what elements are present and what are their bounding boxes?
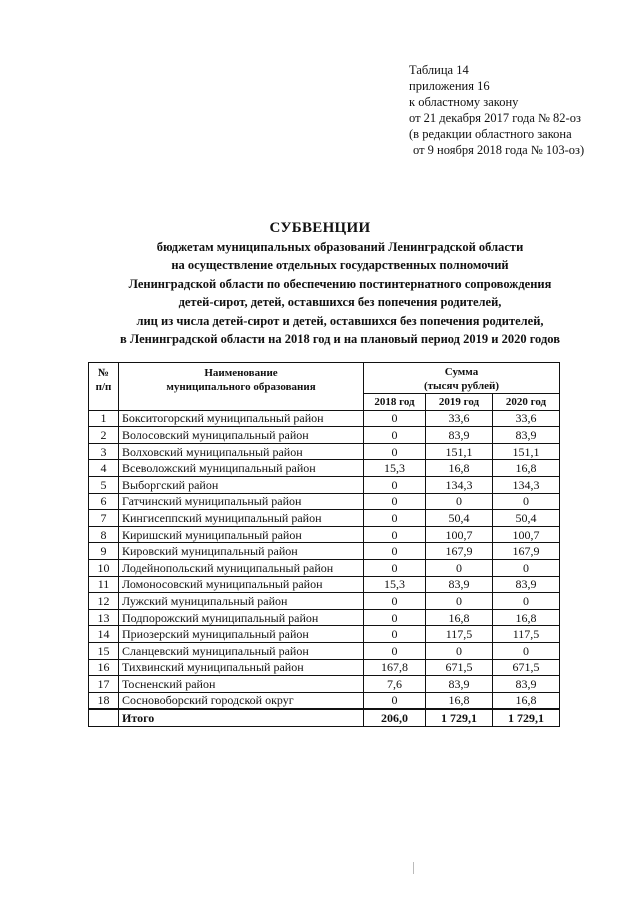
row-value-2020: 16,8 [493, 692, 560, 709]
table-row [89, 410, 560, 427]
row-municipality: Кировский муниципальный район [119, 543, 364, 560]
row-value-2020: 16,8 [493, 460, 560, 477]
subtitle-line: в Ленинградской области на 2018 год и на плановый период 2019 и 2020 годов [120, 332, 560, 347]
row-value-2018: 0 [364, 626, 426, 643]
row-value-2018: 0 [364, 559, 426, 576]
reference-law-date: от 21 декабря 2017 года № 82-оз [409, 111, 581, 125]
row-value-2018: 0 [364, 493, 426, 510]
table-row [89, 493, 560, 510]
header-year-2019: 2019 год [426, 394, 493, 411]
reference-appendix: приложения 16 [409, 79, 490, 93]
row-value-2018: 15,3 [364, 576, 426, 593]
row-value-2019: 117,5 [426, 626, 493, 643]
row-value-2018: 7,6 [364, 676, 426, 693]
row-value-2019: 671,5 [426, 659, 493, 676]
row-number: 7 [89, 510, 119, 527]
row-municipality: Бокситогорский муниципальный район [119, 410, 364, 427]
row-value-2020: 117,5 [493, 626, 560, 643]
total-row [89, 709, 560, 726]
row-value-2019: 134,3 [426, 476, 493, 493]
row-number: 9 [89, 543, 119, 560]
row-municipality: Всеволожский муниципальный район [119, 460, 364, 477]
row-value-2019: 83,9 [426, 676, 493, 693]
row-municipality: Волосовский муниципальный район [119, 427, 364, 444]
table-row [89, 609, 560, 626]
row-municipality: Ломоносовский муниципальный район [119, 576, 364, 593]
row-value-2020: 83,9 [493, 576, 560, 593]
total-2019: 1 729,1 [426, 709, 493, 726]
row-municipality: Сланцевский муниципальный район [119, 642, 364, 659]
row-municipality: Лужский муниципальный район [119, 593, 364, 610]
row-value-2020: 134,3 [493, 476, 560, 493]
row-value-2020: 16,8 [493, 609, 560, 626]
row-number: 8 [89, 526, 119, 543]
row-municipality: Приозерский муниципальный район [119, 626, 364, 643]
subtitle-line: детей-сирот, детей, оставшихся без попечения родителей, [178, 295, 502, 310]
reference-edition-date: от 9 ноября 2018 года № 103-оз) [413, 143, 585, 157]
row-municipality: Подпорожский муниципальный район [119, 609, 364, 626]
row-value-2019: 16,8 [426, 609, 493, 626]
table-row [89, 692, 560, 709]
header-year-2018: 2018 год [364, 394, 426, 411]
row-value-2020: 671,5 [493, 659, 560, 676]
row-value-2018: 167,8 [364, 659, 426, 676]
row-value-2019: 0 [426, 559, 493, 576]
header-sum-line1: Сумма [444, 366, 479, 378]
table-row [89, 576, 560, 593]
header-sum-line2: (тысяч рублей) [423, 380, 500, 392]
row-municipality: Сосновоборский городской округ [119, 692, 364, 709]
reference-block [409, 62, 584, 158]
table-row [89, 593, 560, 610]
row-value-2020: 151,1 [493, 443, 560, 460]
subsidy-table [88, 362, 560, 727]
row-value-2018: 0 [364, 510, 426, 527]
row-municipality: Кингисеппский муниципальный район [119, 510, 364, 527]
row-value-2019: 50,4 [426, 510, 493, 527]
row-municipality: Гатчинский муниципальный район [119, 493, 364, 510]
row-value-2019: 151,1 [426, 443, 493, 460]
table-header-row [89, 363, 560, 394]
header-number-sign: № [97, 367, 110, 379]
subtitle-line: на осуществление отдельных государственных полномочий [171, 258, 509, 273]
row-value-2020: 167,9 [493, 543, 560, 560]
row-number: 1 [89, 410, 119, 427]
row-number: 2 [89, 427, 119, 444]
row-number: 15 [89, 642, 119, 659]
header-name [119, 363, 364, 411]
reference-edition: (в редакции областного закона [409, 127, 572, 141]
row-value-2020: 50,4 [493, 510, 560, 527]
header-name-line2: муниципального образования [166, 381, 316, 393]
document-title: СУБВЕНЦИИ [269, 220, 371, 236]
row-municipality: Лодейнопольский муниципальный район [119, 559, 364, 576]
table-row [89, 526, 560, 543]
row-value-2018: 0 [364, 526, 426, 543]
row-value-2018: 15,3 [364, 460, 426, 477]
table-row [89, 427, 560, 444]
row-value-2020: 100,7 [493, 526, 560, 543]
row-value-2019: 100,7 [426, 526, 493, 543]
row-value-2020: 0 [493, 593, 560, 610]
table-row [89, 460, 560, 477]
subtitle-line: лиц из числа детей-сирот и детей, оставшихся без попечения родителей, [136, 313, 544, 328]
row-value-2020: 83,9 [493, 427, 560, 444]
row-municipality: Тихвинский муниципальный район [119, 659, 364, 676]
row-number: 5 [89, 476, 119, 493]
row-value-2020: 33,6 [493, 410, 560, 427]
reference-table-number: Таблица 14 [409, 63, 469, 77]
table-row [89, 676, 560, 693]
total-2020: 1 729,1 [493, 709, 560, 726]
row-value-2019: 167,9 [426, 543, 493, 560]
subtitle-line: бюджетам муниципальных образований Ленинградской области [156, 240, 524, 254]
row-value-2020: 83,9 [493, 676, 560, 693]
row-number: 10 [89, 559, 119, 576]
row-value-2018: 0 [364, 410, 426, 427]
row-value-2018: 0 [364, 543, 426, 560]
table-row [89, 510, 560, 527]
row-value-2019: 16,8 [426, 692, 493, 709]
row-number: 18 [89, 692, 119, 709]
row-value-2018: 0 [364, 609, 426, 626]
scan-mark [413, 862, 414, 874]
row-number: 11 [89, 576, 119, 593]
table-row [89, 642, 560, 659]
row-value-2018: 0 [364, 427, 426, 444]
row-value-2019: 83,9 [426, 576, 493, 593]
table-row [89, 659, 560, 676]
row-municipality: Волховский муниципальный район [119, 443, 364, 460]
total-2018: 206,0 [364, 709, 426, 726]
header-number [89, 363, 119, 411]
table-row [89, 626, 560, 643]
table-row [89, 443, 560, 460]
row-number: 6 [89, 493, 119, 510]
total-label: Итого [119, 709, 364, 726]
row-value-2019: 0 [426, 642, 493, 659]
row-municipality: Выборгский район [119, 476, 364, 493]
row-value-2018: 0 [364, 443, 426, 460]
row-value-2019: 0 [426, 493, 493, 510]
subtitle-line: Ленинградской области по обеспечению постинтернатного сопровождения [128, 276, 552, 291]
row-value-2020: 0 [493, 493, 560, 510]
row-value-2018: 0 [364, 593, 426, 610]
row-value-2019: 83,9 [426, 427, 493, 444]
row-number: 13 [89, 609, 119, 626]
row-value-2018: 0 [364, 642, 426, 659]
row-number: 16 [89, 659, 119, 676]
table-row [89, 559, 560, 576]
table-row [89, 543, 560, 560]
row-value-2019: 33,6 [426, 410, 493, 427]
row-value-2018: 0 [364, 476, 426, 493]
row-municipality: Киришский муниципальный район [119, 526, 364, 543]
row-number: 12 [89, 593, 119, 610]
header-year-2020: 2020 год [493, 394, 560, 411]
total-number-cell [89, 709, 119, 726]
table-row [89, 476, 560, 493]
row-number: 4 [89, 460, 119, 477]
header-number-pp: п/п [95, 381, 112, 393]
row-number: 17 [89, 676, 119, 693]
row-value-2020: 0 [493, 642, 560, 659]
reference-law: к областному закону [409, 95, 519, 109]
header-sum [364, 363, 560, 394]
row-value-2019: 0 [426, 593, 493, 610]
document-subtitle [60, 238, 620, 348]
row-value-2020: 0 [493, 559, 560, 576]
row-value-2018: 0 [364, 692, 426, 709]
row-number: 14 [89, 626, 119, 643]
row-value-2019: 16,8 [426, 460, 493, 477]
header-name-line1: Наименование [204, 367, 278, 379]
row-municipality: Тосненский район [119, 676, 364, 693]
row-number: 3 [89, 443, 119, 460]
